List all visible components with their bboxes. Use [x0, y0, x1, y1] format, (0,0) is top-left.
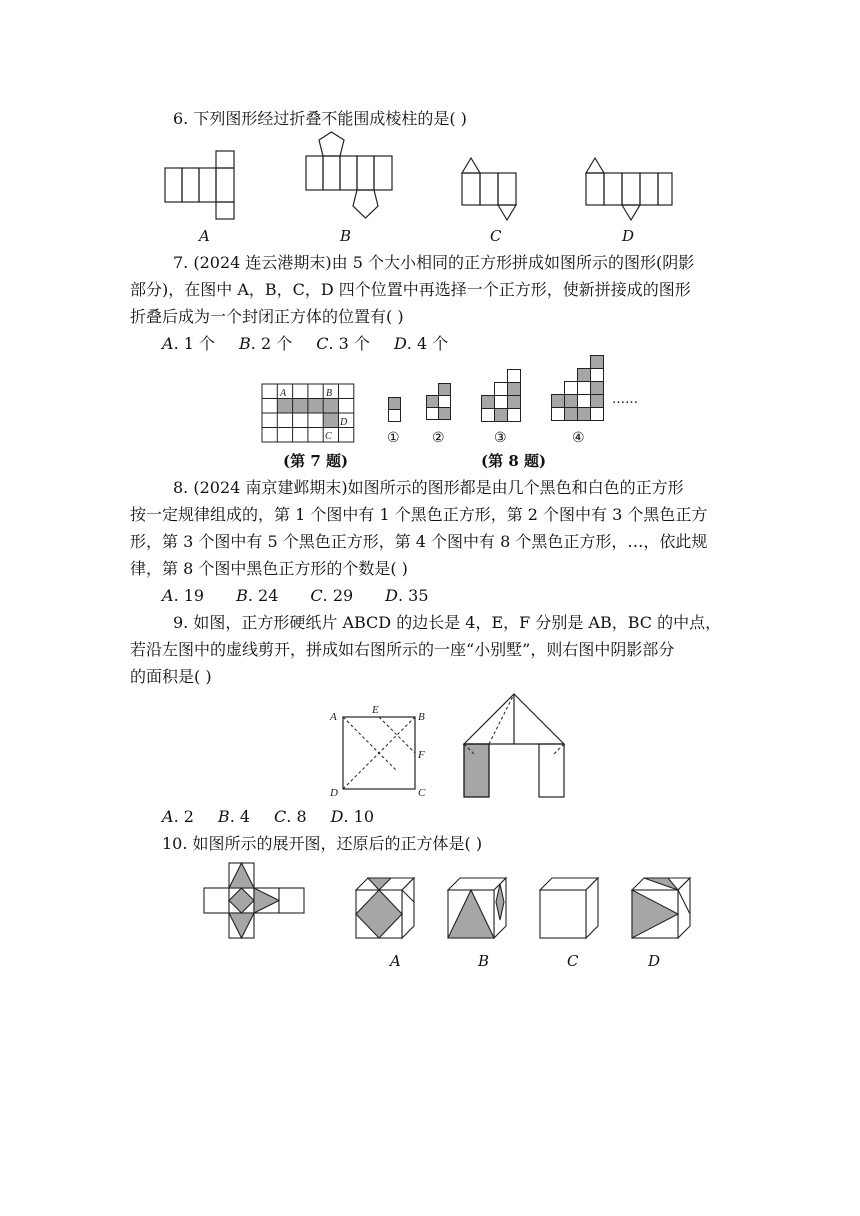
- q8-caption: (第 8 题): [481, 452, 547, 470]
- q8-fig-label-4: ④: [572, 430, 585, 446]
- q8-pattern-1: [388, 397, 402, 425]
- q8-line-1: 8. (2024 南京建邺期末)如图所示的图形都是由几个黑色和白色的正方形: [173, 478, 684, 497]
- q8-line-4: 律，第 8 个图中黑色正方形的个数是( ): [130, 559, 408, 578]
- q9-line-1: 9. 如图，正方形硬纸片 ABCD 的边长是 4，E，F 分别是 AB，BC 的中点，: [173, 613, 722, 632]
- q6-figure-a: [160, 148, 240, 223]
- q6-figure-b: [300, 132, 400, 224]
- q9-label-f: F: [418, 749, 425, 761]
- q7-line-1: 7. (2024 连云港期末)由 5 个大小相同的正方形拼成如图所示的图形(阴影: [173, 253, 695, 272]
- q10-cube-a: [352, 874, 420, 942]
- q9-label-a: A: [330, 711, 337, 723]
- q9-line-2: 若沿左图中的虚线剪开，拼成如右图所示的一座“小别墅”，则右图中阴影部分: [130, 640, 675, 659]
- q8-pattern-4: [551, 355, 607, 425]
- q9-label-d: D: [330, 787, 338, 799]
- q6-figure-d: [582, 154, 678, 224]
- q8-fig-label-2: ②: [432, 430, 445, 446]
- q8-option-a: A. 19: [162, 586, 205, 605]
- q10-label-a: A: [390, 952, 401, 970]
- q8-fig-label-1: ①: [387, 430, 400, 446]
- q8-options: [162, 585, 429, 607]
- q6-figure-c: [458, 154, 522, 224]
- q7-grid-label-b: B: [326, 388, 333, 399]
- q9-label-e: E: [372, 704, 379, 716]
- q9-villa-figure: [458, 690, 570, 802]
- q9-options: [162, 806, 374, 828]
- q10-stem: 10. 如图所示的展开图，还原后的正方体是( ): [162, 834, 483, 853]
- q10-cube-d: [628, 874, 696, 942]
- q10-label-d: D: [648, 952, 661, 970]
- q7-option-c: C. 3 个: [316, 334, 370, 353]
- q9-square-figure: [328, 702, 434, 800]
- q6-label-b: B: [340, 227, 352, 245]
- q9-option-b: B. 4: [217, 807, 251, 826]
- q10-label-b: B: [478, 952, 490, 970]
- q7-line-3: 折叠后成为一个封闭正方体的位置有( ): [130, 307, 404, 326]
- q7-caption: (第 7 题): [283, 452, 349, 470]
- q7-option-d: D. 4 个: [393, 334, 449, 353]
- q8-ellipsis: ……: [612, 392, 638, 407]
- q6-label-a: A: [199, 227, 210, 245]
- q10-cube-b: [444, 874, 512, 942]
- q7-grid-label-c: C: [325, 431, 332, 442]
- q10-label-c: C: [567, 952, 579, 970]
- q8-option-d: D. 35: [385, 586, 429, 605]
- q7-option-a: A. 1 个: [162, 334, 216, 353]
- q9-label-b: B: [418, 711, 425, 723]
- q10-cube-c: [536, 874, 604, 942]
- q9-line-3: 的面积是( ): [130, 667, 212, 686]
- q9-option-c: C. 8: [274, 807, 307, 826]
- q9-label-c: C: [418, 787, 426, 799]
- q7-option-b: B. 2 个: [239, 334, 293, 353]
- q10-net-figure: [200, 860, 310, 942]
- q8-line-2: 按一定规律组成的，第 1 个图中有 1 个黑色正方形，第 2 个图中有 3 个黑色正方: [130, 505, 708, 524]
- q8-option-b: B. 24: [236, 586, 279, 605]
- q6-label-d: D: [622, 227, 635, 245]
- q8-fig-label-3: ③: [494, 430, 507, 446]
- q8-pattern-2: [426, 383, 454, 425]
- q8-pattern-3: [481, 369, 523, 425]
- q7-grid-figure: [262, 384, 354, 444]
- q7-grid-label-d: D: [340, 417, 348, 428]
- q7-line-2: 部分)，在图中 A，B，C，D 四个位置中再选择一个正方形，使新拼接成的图形: [130, 280, 691, 299]
- q9-option-a: A. 2: [162, 807, 194, 826]
- q8-option-c: C. 29: [310, 586, 354, 605]
- q7-options: [162, 333, 448, 355]
- q7-grid-label-a: A: [280, 388, 287, 399]
- q8-line-3: 形，第 3 个图中有 5 个黑色正方形，第 4 个图中有 8 个黑色正方形，…，依此规: [130, 532, 708, 551]
- q6-label-c: C: [490, 227, 502, 245]
- q9-option-d: D. 10: [330, 807, 375, 826]
- q6-stem: 6. 下列图形经过折叠不能围成棱柱的是( ): [173, 109, 467, 128]
